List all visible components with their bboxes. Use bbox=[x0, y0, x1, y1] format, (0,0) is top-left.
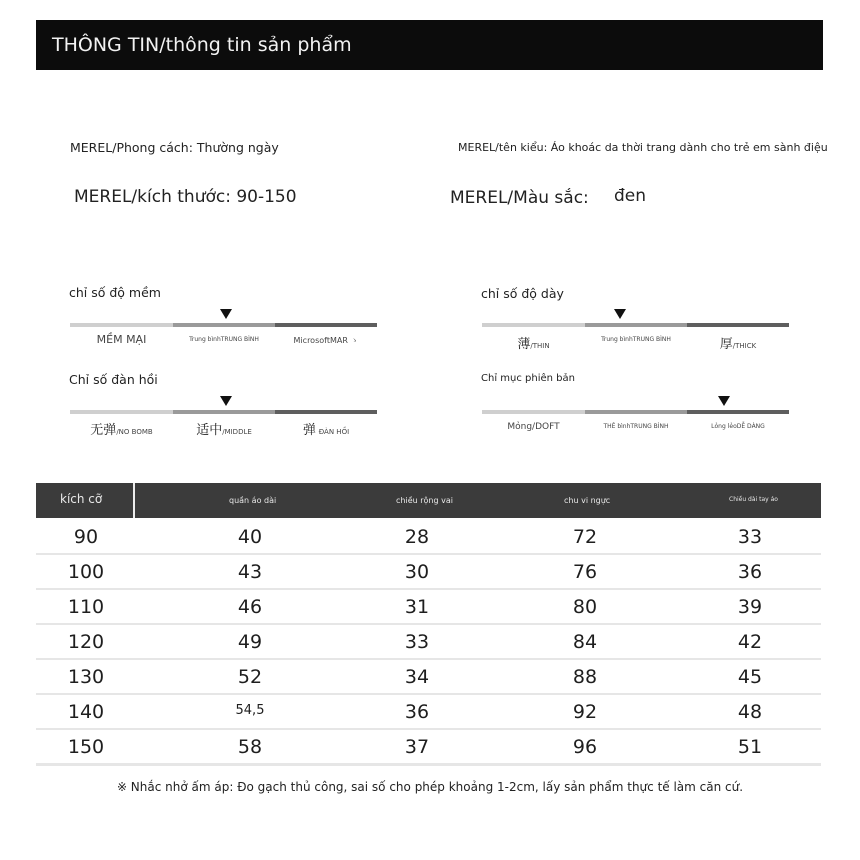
table-cell: 76 bbox=[572, 561, 598, 583]
elasticity-label-1: 无弹/NO BOMB bbox=[90, 423, 153, 438]
table-cell: 150 bbox=[67, 736, 105, 758]
header-length: quần áo dài bbox=[229, 496, 277, 505]
thickness-bar bbox=[482, 323, 789, 327]
table-cell: 31 bbox=[404, 596, 430, 618]
table-row bbox=[36, 695, 821, 728]
header-shoulder: chiều rộng vai bbox=[396, 496, 453, 505]
row-divider bbox=[36, 763, 821, 766]
table-cell: 33 bbox=[404, 631, 430, 653]
table-cell: 100 bbox=[67, 561, 105, 583]
size-table-header bbox=[36, 483, 821, 518]
measurement-note: ※ Nhắc nhở ấm áp: Đo gạch thủ công, sai số cho phép khoảng 1-2cm, lấy sản phẩm thực tế làm căn cứ. bbox=[116, 780, 744, 794]
thickness-label-2: Trung bìnhTRUNG BÌNH bbox=[601, 336, 671, 343]
table-cell: 88 bbox=[572, 666, 598, 688]
table-cell: 28 bbox=[404, 526, 430, 548]
table-cell: 58 bbox=[237, 736, 263, 758]
table-cell: 33 bbox=[737, 526, 763, 548]
elasticity-bar bbox=[70, 410, 377, 414]
softness-marker bbox=[220, 309, 232, 319]
elasticity-marker bbox=[220, 396, 232, 406]
version-label-3: Lỏng lẻoDỄ DÀNG bbox=[711, 423, 765, 430]
version-title: Chỉ mục phiên bản bbox=[481, 373, 575, 384]
table-cell: 84 bbox=[572, 631, 598, 653]
table-row bbox=[36, 730, 821, 763]
softness-label-3: MicrosoftMAR ゝ bbox=[293, 336, 359, 345]
table-cell: 51 bbox=[737, 736, 763, 758]
table-cell: 92 bbox=[572, 701, 598, 723]
thickness-title: chỉ số độ dày bbox=[481, 286, 564, 301]
table-cell: 36 bbox=[404, 701, 430, 723]
color-value: đen bbox=[614, 186, 647, 206]
table-cell: 34 bbox=[404, 666, 430, 688]
softness-bar bbox=[70, 323, 377, 327]
version-label-1: Mỏng/DOFT bbox=[507, 422, 560, 432]
thickness-label-1: 薄/THIN bbox=[517, 337, 550, 352]
table-cell: 120 bbox=[67, 631, 105, 653]
table-cell: 110 bbox=[67, 596, 105, 618]
table-cell: 30 bbox=[404, 561, 430, 583]
table-row bbox=[36, 590, 821, 623]
version-bar bbox=[482, 410, 789, 414]
table-cell: 48 bbox=[737, 701, 763, 723]
table-cell: 72 bbox=[572, 526, 598, 548]
table-cell: 40 bbox=[237, 526, 263, 548]
table-cell: 96 bbox=[572, 736, 598, 758]
size-info: MEREL/kích thước: 90-150 bbox=[74, 187, 297, 207]
table-cell: 42 bbox=[737, 631, 763, 653]
table-cell: 140 bbox=[67, 701, 105, 723]
table-row bbox=[36, 625, 821, 658]
model-info: MEREL/tên kiểu: Áo khoác da thời trang dành cho trẻ em sành điệu bbox=[458, 141, 828, 154]
thickness-label-3: 厚/THICK bbox=[719, 337, 757, 352]
table-cell: 130 bbox=[67, 666, 105, 688]
version-marker bbox=[718, 396, 730, 406]
table-cell: 37 bbox=[404, 736, 430, 758]
table-cell: 46 bbox=[237, 596, 263, 618]
table-cell: 80 bbox=[572, 596, 598, 618]
table-row bbox=[36, 660, 821, 693]
style-info: MEREL/Phong cách: Thường ngày bbox=[70, 140, 279, 155]
color-label: MEREL/Màu sắc: bbox=[450, 188, 589, 208]
header-chest: chu vi ngực bbox=[564, 496, 611, 505]
table-cell: 39 bbox=[737, 596, 763, 618]
table-cell: 43 bbox=[237, 561, 263, 583]
table-cell: 36 bbox=[737, 561, 763, 583]
elasticity-label-2: 适中/MIDDLE bbox=[196, 423, 252, 438]
table-cell: 90 bbox=[73, 526, 99, 548]
table-cell: 52 bbox=[237, 666, 263, 688]
table-cell: 49 bbox=[237, 631, 263, 653]
table-row bbox=[36, 520, 821, 553]
header-size: kích cỡ bbox=[60, 492, 103, 506]
page-title: THÔNG TIN/thông tin sản phẩm bbox=[36, 20, 823, 70]
thickness-marker bbox=[614, 309, 626, 319]
header-sleeve: Chiều dài tay áo bbox=[729, 496, 778, 503]
softness-label-1: MỀM MẠI bbox=[96, 333, 147, 346]
table-cell: 45 bbox=[737, 666, 763, 688]
elasticity-title: Chỉ số đàn hồi bbox=[69, 372, 158, 387]
table-row bbox=[36, 555, 821, 588]
version-label-2: THÊ bìnhTRUNG BÌNH bbox=[603, 423, 669, 430]
softness-label-2: Trung bìnhTRUNG BÌNH bbox=[189, 336, 259, 343]
table-cell: 54,5 bbox=[235, 703, 265, 718]
elasticity-label-3: 弹 ĐÀN HỒI bbox=[302, 423, 350, 438]
softness-title: chỉ số độ mềm bbox=[69, 285, 161, 300]
